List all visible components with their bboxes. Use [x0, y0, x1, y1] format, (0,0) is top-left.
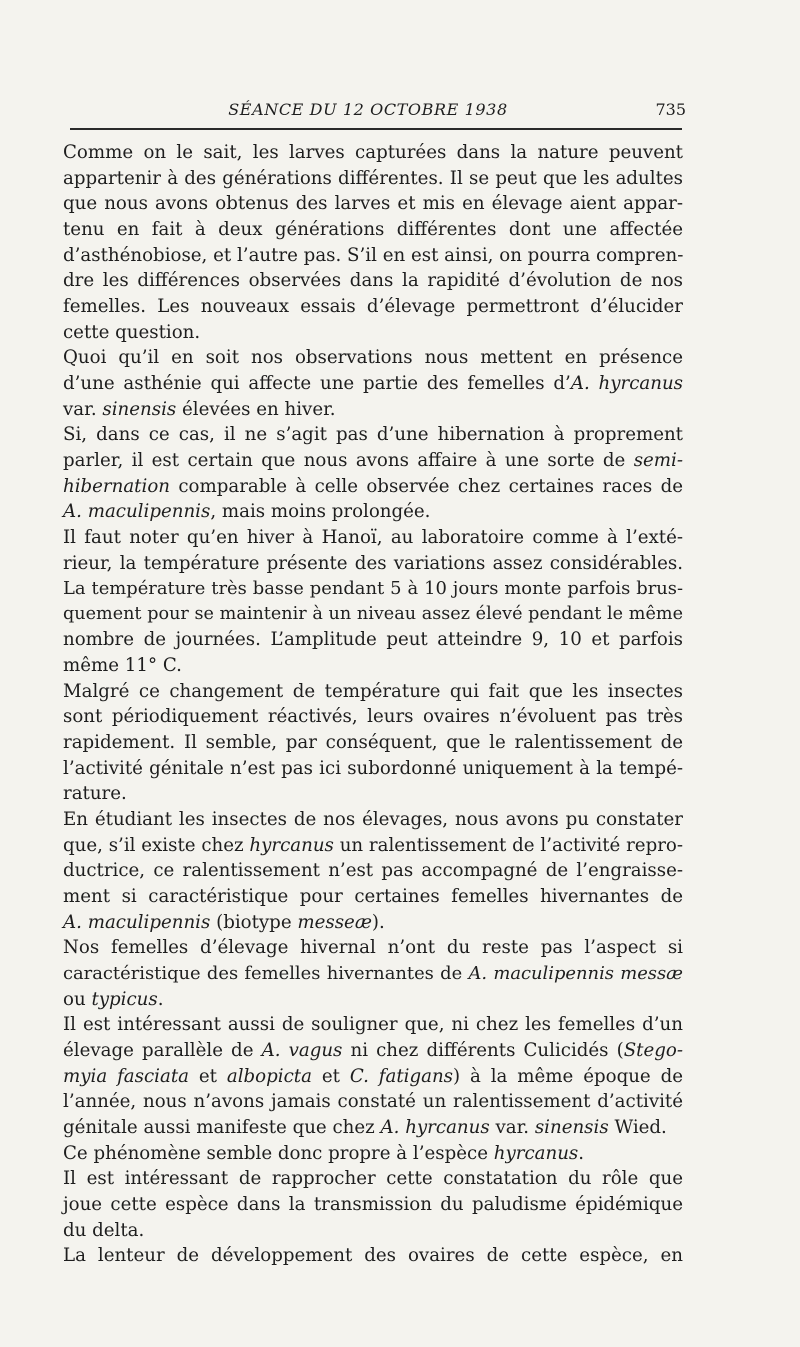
text-line: var. sinensis élevées en hiver. — [63, 398, 336, 420]
text-line: Ce phénomène semble donc propre à l’espèce hyrcanus. — [63, 1142, 585, 1164]
text-line: dre les différences observées dans la rapidité d’évolution de nos — [63, 270, 683, 292]
text-line: parler, il est certain que nous avons affaire à une sorte de semi- — [63, 449, 683, 471]
text-line: d’asthénobiose, et l’autre pas. S’il en est ainsi, on pourra compren- — [63, 244, 684, 266]
running-title: SÉANCE DU 12 OCTOBRE 1938 — [228, 100, 508, 119]
text-line: Comme on le sait, les larves capturées dans la nature peuvent — [63, 142, 683, 163]
text-line: Quoi qu’il en soit nos observations nous mettent en présence — [63, 347, 683, 369]
text-line: du delta. — [63, 1219, 145, 1241]
text-line: Il est intéressant aussi de souligner que, ni chez les femelles d’un — [63, 1014, 683, 1036]
text-line: quement pour se maintenir à un niveau assez élevé pendant le même — [63, 603, 683, 624]
text-line: nombre de journées. L’amplitude peut atteindre 9, 10 et parfois — [63, 629, 683, 651]
page-number: 735 — [655, 100, 686, 119]
text-line: La température très basse pendant 5 à 10 jours monte parfois brus- — [63, 578, 683, 600]
text-line: génitale aussi manifeste que chez A. hyrcanus var. sinensis Wied. — [63, 1116, 667, 1138]
text-line: A. maculipennis (biotype messeæ). — [63, 911, 385, 933]
text-line: cette question. — [63, 321, 201, 343]
text-line: hibernation comparable à celle observée chez certaines races de — [63, 475, 683, 497]
text-line: Il faut noter qu’en hiver à Hanoï, au laboratoire comme à l’exté- — [63, 526, 683, 548]
text-line: Si, dans ce cas, il ne s’agit pas d’une hibernation à proprement — [63, 424, 683, 446]
text-line: sont périodiquement réactivés, leurs ovaires n’évoluent pas très — [63, 706, 683, 728]
text-line: ou typicus. — [63, 988, 164, 1010]
text-line: La lenteur de développement des ovaires de cette espèce, en — [63, 1245, 683, 1267]
text-line: appartenir à des générations différentes. Il se peut que les adultes — [63, 167, 683, 189]
header-rule — [70, 128, 682, 130]
text-line: A. maculipennis, mais moins prolongée. — [63, 501, 431, 523]
text-line: caractéristique des femelles hivernantes de A. maculipennis messæ — [63, 963, 683, 984]
text-line: Nos femelles d’élevage hivernal n’ont du reste pas l’aspect si — [63, 937, 683, 959]
text-line: même 11° C. — [63, 655, 182, 677]
text-line: rature. — [63, 783, 127, 805]
text-line: que nous avons obtenus des larves et mis en élevage aient appar- — [63, 193, 683, 215]
text-line: tenu en fait à deux générations différentes dont une affectée — [63, 218, 683, 240]
text-line: l’activité génitale n’est pas ici subordonné uniquement à la tempé- — [63, 757, 683, 779]
text-line: élevage parallèle de A. vagus ni chez différents Culicidés (Stego- — [63, 1039, 683, 1061]
text-line: En étudiant les insectes de nos élevages, nous avons pu constater — [63, 809, 683, 831]
text-line: femelles. Les nouveaux essais d’élevage permettront d’élucider — [63, 295, 683, 317]
text-line: myia fasciata et albopicta et C. fatigans) à la même époque de — [63, 1065, 683, 1087]
text-line: Malgré ce changement de température qui fait que les insectes — [63, 680, 683, 702]
text-line: Il est intéressant de rapprocher cette constatation du rôle que — [63, 1168, 683, 1190]
body-text — [63, 140, 683, 1269]
text-line: rieur, la température présente des variations assez considérables. — [63, 552, 683, 574]
text-line: d’une asthénie qui affecte une partie des femelles d’A. hyrcanus — [63, 372, 683, 394]
text-line: l’année, nous n’avons jamais constaté un ralentissement d’activité — [63, 1091, 683, 1113]
text-line: ment si caractéristique pour certaines femelles hivernantes de — [63, 886, 683, 908]
text-line: joue cette espèce dans la transmission du paludisme épidémique — [63, 1193, 683, 1215]
running-head — [52, 98, 684, 124]
text-line: que, s’il existe chez hyrcanus un ralentissement de l’activité repro- — [63, 834, 683, 856]
text-line: rapidement. Il semble, par conséquent, que le ralentissement de — [63, 732, 683, 754]
text-line: ductrice, ce ralentissement n’est pas accompagné de l’engraisse- — [63, 860, 683, 882]
